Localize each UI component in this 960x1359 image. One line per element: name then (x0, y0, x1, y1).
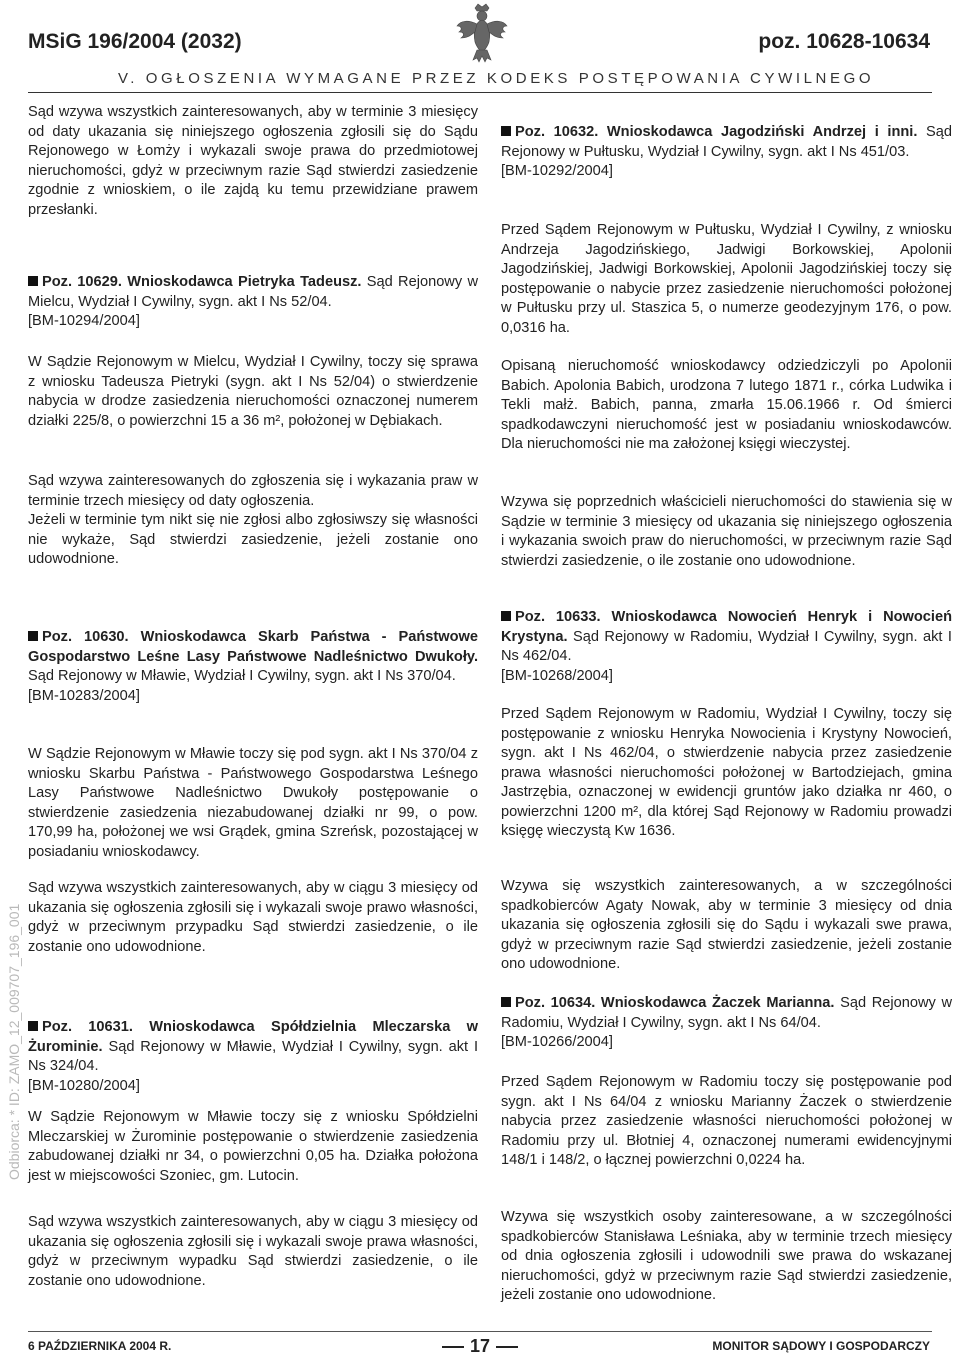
notice-10629-body (28, 353, 478, 431)
paragraph: Przed Sądem Rejonowym w Radomiu toczy się postępowanie pod sygn. akt I Ns 64/04 z wniosku Marianny Żaczek o stwierdzenie nabycia przez zasiedzenie własności nieruchomości położonej w Radomiu przy ul. Błotniej 4, oznaczonej numerami ewidencyjnymi 148/1 i 148/2, o łącznej powierzchni 0,0224 ha. (501, 1074, 952, 1168)
recipient-id: Odbiorca: * ID: ZAMO_12_009707_196_001 (6, 903, 22, 1180)
reference-number: [BM-10266/2004] (501, 1034, 613, 1050)
notice-10630 (28, 628, 478, 706)
publication-name: MONITOR SĄDOWY I GOSPODARCZY (712, 1339, 930, 1353)
paragraph: Wzywa się wszystkich zainteresowanych, a w szczególności spadkobierców Agaty Nowak, aby w terminie 3 miesięcy od dnia ukazania się ogłoszenia zgłosili się do Sądu i wykazali swe prawa, gdyż w przeciwnym razie Sąd stwierdzi zasiedzenie, jeżeli zostanie ono udowodnione. (501, 878, 952, 972)
notice-title: Poz. 10633. Wnioskodawca Nowocień Henryk i Nowocień Krystyna. (501, 609, 952, 645)
page-number (430, 1336, 530, 1357)
footer-rule (28, 1331, 932, 1332)
bullet-square-icon (501, 997, 511, 1007)
bullet-square-icon (501, 126, 511, 136)
notice-10633-summons (501, 877, 952, 975)
notice-10632 (501, 123, 952, 182)
paragraph: Przed Sądem Rejonowym w Radomiu, Wydział I Cywilny, toczy się postępowanie z wniosku Henryka Nowocienia i Krystyny Nowocień, sygn. akt I Ns 462/04, o stwierdzenie nabycia przez zasiedzenie prawa własności nieruchomości położonej w Bartodziejach, gmina Jastrzębia, oznaczonej w ewidencji gruntów jako działka nr 460, o powierzchni 1200 m², dla której Sąd Rejonowy w Radomiu prowadzi księgę wieczystą Kw 1636. (501, 706, 952, 839)
position-range: poz. 10628-10634 (758, 30, 930, 53)
paragraph: W Sądzie Rejonowym w Mielcu, Wydział I Cywilny, toczy się sprawa z wniosku Tadeusza Pietryki (sygn. akt I Ns 52/04) o stwierdzenie nabycia w drodze zasiedzenia nieruchomości oznaczonej numerem działki 225/8, o powierzchni 15 a 36 m², położonej w Dębiakach. (28, 354, 478, 429)
notice-heading (501, 994, 952, 1033)
notice-10634-summons (501, 1208, 952, 1306)
court-info: Sąd Rejonowy w Mielcu, Wydział I Cywilny, sygn. akt I Ns 52/04. (28, 274, 478, 310)
court-info: Sąd Rejonowy w Pułtusku, Wydział I Cywilny, sygn. akt I Ns 451/03. (501, 124, 952, 160)
notice-10630-body (28, 745, 478, 862)
notice-10629 (28, 273, 478, 332)
paragraph: Opisaną nieruchomość wnioskodawcy odziedziczyli po Apolonii Babich. Apolonia Babich, urodzona 7 lutego 1871 r., córka Ludwika i Tekli małż. Babich, panna, zmarła 15.06.1966 r. Od śmierci spadkodawczyni nieruchomość jest w posiadaniu wnioskodawców. Dla nieruchomości nie ma założonej księgi wieczystej. (501, 358, 952, 452)
notice-10632-heirs (501, 357, 952, 455)
notice-10630-summons (28, 879, 478, 957)
court-info: Sąd Rejonowy w Radomiu, Wydział I Cywilny, sygn. akt I Ns 64/04. (501, 995, 952, 1031)
header-rule (28, 92, 932, 93)
court-info: Sąd Rejonowy w Radomiu, Wydział I Cywilny, sygn. akt I Ns 462/04. (501, 628, 952, 664)
notice-heading (28, 273, 478, 312)
notice-heading (501, 123, 952, 162)
reference-number: [BM-10292/2004] (501, 163, 613, 179)
paragraph: Wzywa się wszystkich osoby zainteresowane, a w szczególności spadkobierców Stanisława Leśniaka, aby w terminie trzech miesięcy od dnia ogłoszenia zgłosili i udowodnili swe prawa do wskazanej nieruchomości, gdyż w przeciwnym razie Sąd stwierdzi zasiedzenie, jeżeli zostanie ono udowodnione. (501, 1209, 952, 1303)
notice-10634 (501, 994, 952, 1053)
court-info: Sąd Rejonowy w Mławie, Wydział I Cywilny, sygn. akt I Ns 324/04. (28, 1038, 478, 1074)
polish-eagle-icon (455, 2, 509, 64)
issue-date: 6 PAŹDZIERNIKA 2004 R. (28, 1339, 172, 1353)
paragraph: Sąd wzywa zainteresowanych do zgłoszenia się i wykazania praw w terminie trzech miesięcy od daty ogłoszenia. (28, 473, 478, 509)
notice-intro (28, 103, 478, 220)
notice-title: Poz. 10631. Wnioskodawca Spółdzielnia Mleczarska w Żurominie. (28, 1019, 478, 1055)
reference-number: [BM-10283/2004] (28, 687, 140, 704)
court-info: Sąd Rejonowy w Mławie, Wydział I Cywilny, sygn. akt I Ns 370/04. (28, 668, 456, 684)
bullet-square-icon (28, 1021, 38, 1031)
bullet-square-icon (501, 611, 511, 621)
issue-label: MSiG 196/2004 (2032) (28, 30, 242, 53)
paragraph: Przed Sądem Rejonowym w Pułtusku, Wydział I Cywilny, z wniosku Andrzeja Jagodzińskiego, Jadwigi Borkowskiej, Apolonii Jagodzińskiej, Jadwigi Borkowskiej, Apolonii Jagodzińskiej toczy się postępowanie o nabycie przez zasiedzenie nieruchomości położonej w Pułtusku przy ul. Staszica 5, o numerze geodezyjnym 176, o pow. 0,0316 ha. (501, 222, 952, 336)
notice-10631-summons (28, 1213, 478, 1291)
section-title: V. OGŁOSZENIA WYMAGANE PRZEZ KODEKS POSTĘPOWANIA CYWILNEGO (118, 70, 875, 87)
dash-right (496, 1346, 518, 1348)
notice-10633-body (501, 705, 952, 842)
page-number-value: 17 (469, 1336, 491, 1356)
reference-number: [BM-10280/2004] (28, 1077, 140, 1094)
notice-10632-body (501, 221, 952, 338)
bullet-square-icon (28, 276, 38, 286)
paragraph: Sąd wzywa wszystkich zainteresowanych, aby w ciągu 3 miesięcy od ukazania się ogłoszenia zgłosili się i wykazali swoje prawo własności, gdyż w przeciwnym przypadku Sąd stwierdzi zasiedzenie, o ile zostanie ono udowodnione. (28, 880, 478, 955)
notice-10631-body (28, 1108, 478, 1186)
bullet-square-icon (28, 631, 38, 641)
notice-title: Poz. 10632. Wnioskodawca Jagodziński Andrzej i inni. (515, 124, 918, 140)
notice-heading (28, 1018, 478, 1077)
notice-10629-summons (28, 472, 478, 570)
paragraph: Wzywa się poprzednich właścicieli nieruchomości do stawienia się w Sądzie w terminie 3 miesięcy od ukazania się niniejszego ogłoszenia i wykazania swoich praw do nieruchomości, w przeciwnym razie Sąd stwierdzi zasiedzenie, o ile zostanie ono udowodnione. (501, 494, 952, 569)
notice-10633 (501, 608, 952, 686)
paragraph: Sąd wzywa wszystkich zainteresowanych, aby w terminie 3 miesięcy od daty ukazania się niniejszego ogłoszenia zgłosili się do Sądu Rejonowego w Łomży i wykazali swoje prawa do przedmiotowej nieruchomości, gdyż w przeciwnym razie Sąd stwierdzi zasiedzenie zgodnie z wnioskiem, o ile zajdą ku temu przewidziane prawem przesłanki. (28, 104, 478, 218)
notice-10632-summons (501, 493, 952, 571)
notice-title: Poz. 10634. Wnioskodawca Żaczek Marianna. (515, 995, 835, 1011)
dash-left (442, 1346, 464, 1348)
paragraph: W Sądzie Rejonowym w Mławie toczy się pod sygn. akt I Ns 370/04 z wniosku Skarbu Państwa - Państwowego Gospodarstwa Leśnego Lasy Państwowe Nadleśnictwo Dwukoły postępowanie o stwierdzenie zasiedzenia niezabudowanej działki nr 99, o pow. 170,99 ha, położonej we wsi Grądek, gmina Szreńsk, pozostającej w posiadaniu wnioskodawcy. (28, 746, 478, 860)
paragraph: Jeżeli w terminie tym nikt się nie zgłosi albo zgłosiwszy się własności nie wykaże, Sąd stwierdzi zasiedzenie, jeżeli zostanie ono udowodnione. (28, 512, 478, 567)
notice-heading (28, 628, 478, 687)
reference-number: [BM-10268/2004] (501, 667, 613, 684)
notice-heading (501, 608, 952, 667)
paragraph: Sąd wzywa wszystkich zainteresowanych, aby w ciągu 3 miesięcy od ukazania się ogłoszenia zgłosili się i wykazali swoje prawa własności, gdyż w przeciwnym wypadku Sąd stwierdzi zasiedzenie, o ile zostanie ono udowodnione. (28, 1214, 478, 1289)
notice-10634-body (501, 1073, 952, 1171)
reference-number: [BM-10294/2004] (28, 313, 140, 329)
notice-10631 (28, 1018, 478, 1096)
notice-title: Poz. 10630. Wnioskodawca Skarb Państwa - Państwowe Gospodarstwo Leśne Lasy Państwowe Nadleśnictwo Dwukoły. (28, 629, 478, 665)
notice-title: Poz. 10629. Wnioskodawca Pietryka Tadeusz. (42, 274, 362, 290)
paragraph: W Sądzie Rejonowym w Mławie toczy się z wniosku Spółdzielni Mleczarskiej w Żurominie postępowanie o stwierdzenie zasiedzenia zabudowanej działki nr 34, o powierzchni 0,05 ha. Działka położona jest w miejscowości Szoniec, gm. Lutocin. (28, 1109, 478, 1184)
